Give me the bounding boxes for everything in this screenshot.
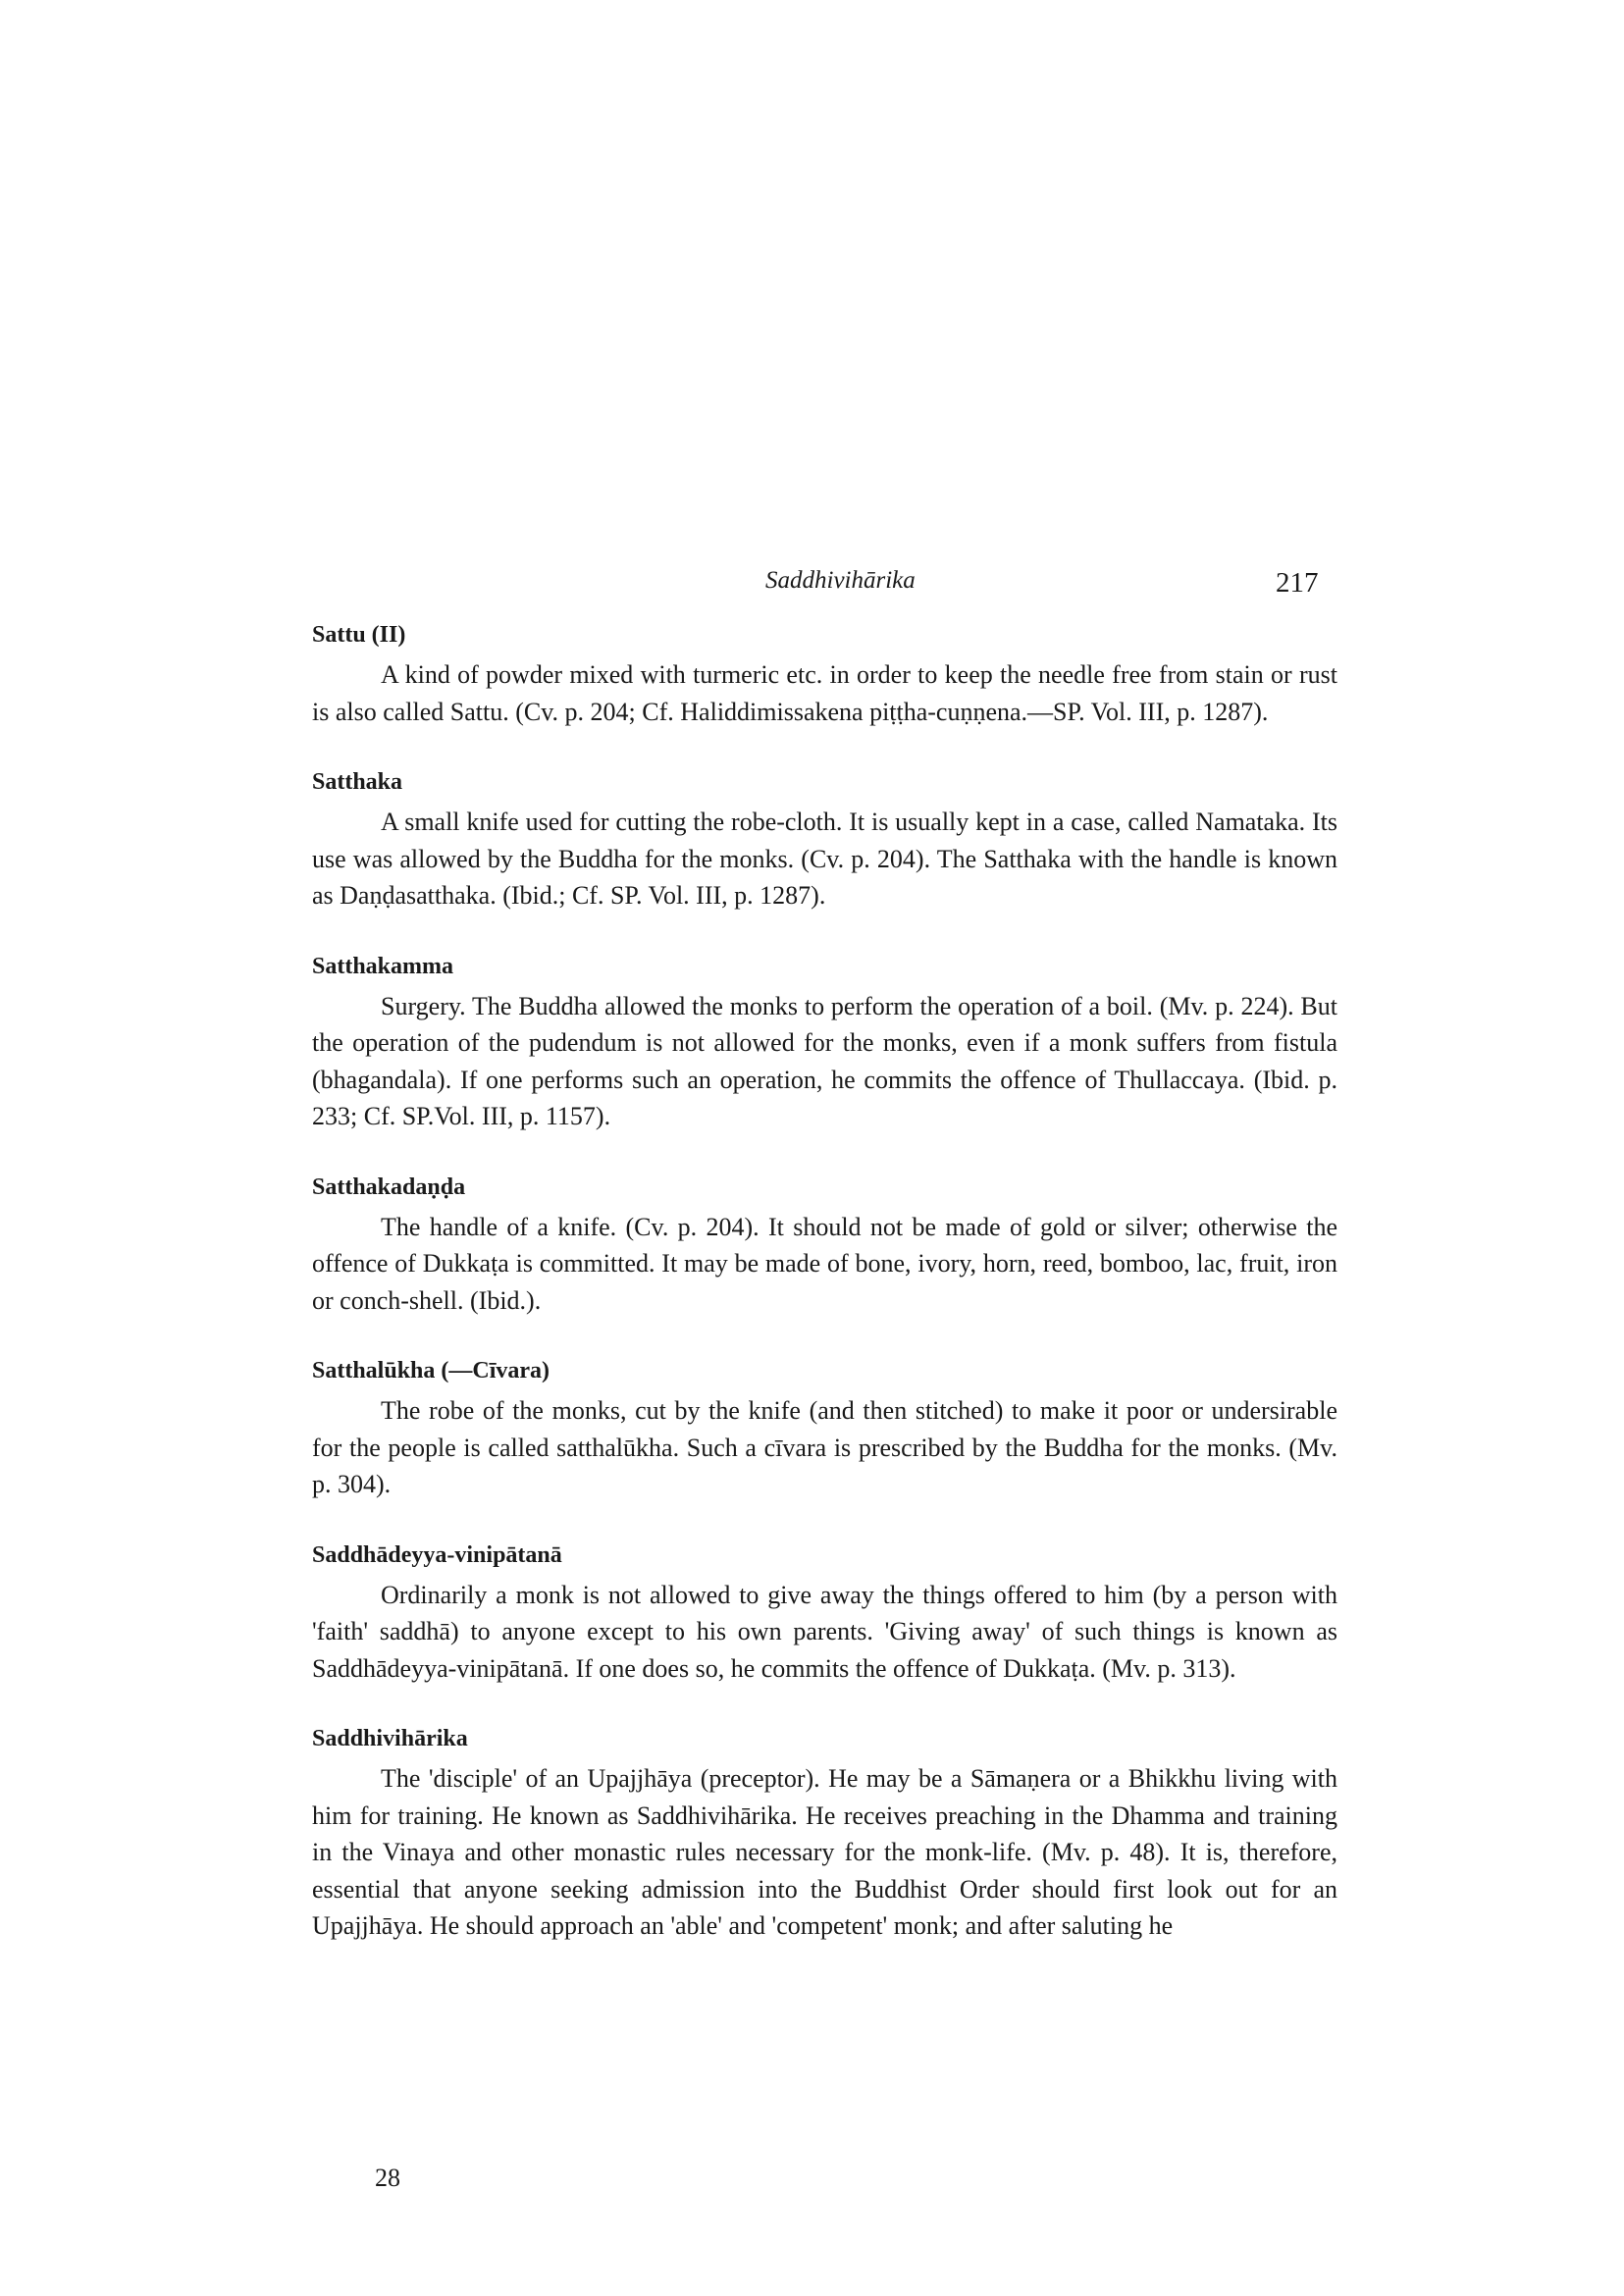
entry-title: Satthalūkha (—Cīvara) — [312, 1358, 550, 1383]
entry-satthakadanda — [312, 1171, 1337, 1320]
entry-satthakamma — [312, 950, 1337, 1135]
entry-title: Satthakamma — [312, 953, 454, 979]
entry-text: A small knife used for cutting the robe-cloth. It is usually kept in a case, called Namataka. Its use was allowed by the Buddha for the monks. (Cv. p. 204). The Satthaka with the handle is known as Daṇḍasatthaka. (Ibid.; Cf. SP. Vol. III, p. 1287). — [312, 808, 1337, 910]
entry-title: Saddhivihārika — [312, 1726, 468, 1751]
page-number: 217 — [1276, 567, 1319, 599]
entry-text: Surgery. The Buddha allowed the monks to perform the operation of a boil. (Mv. p. 224). But the operation of the pudendum is not allowed for the monks, even if a monk suffers from fistula (bhagandala). If one performs such an operation, he commits the offence of Thullaccaya. (Ibid. p. 233; Cf. SP.Vol. III, p. 1157). — [312, 991, 1337, 1130]
entries-list — [312, 618, 1337, 1980]
entry-satthalukha — [312, 1354, 1337, 1503]
page-header — [0, 567, 1624, 606]
entry-text: The handle of a knife. (Cv. p. 204). It should not be made of gold or silver; otherwise the offence of Dukkaṭa is committed. It may be made of bone, ivory, horn, reed, bomboo, lac, fruit, iron or conch-shell. (Ibid.). — [312, 1212, 1337, 1315]
entry-text: Ordinarily a monk is not allowed to give away the things offered to him (by a person with 'faith' saddhā) to anyone except to his own parents. 'Giving away' of such things is known as Saddhādeyya-vinipātanā. If one does so, he commits the offence of Dukkaṭa. (Mv. p. 313). — [312, 1580, 1337, 1683]
entry-text: A kind of powder mixed with turmeric etc. in order to keep the needle free from stain or rust is also called Sattu. (Cv. p. 204; Cf. Haliddimissakena piṭṭha-cuṇṇena.—SP. Vol. III, p. 1287). — [312, 660, 1337, 726]
entry-text: The 'disciple' of an Upajjhāya (preceptor). He may be a Sāmaṇera or a Bhikkhu living with him for training. He known as Saddhivihārika. He receives preaching in the Dhamma and training in the Vinaya and other monastic rules necessary for the monk-life. (Mv. p. 48). It is, therefore, essential that anyone seeking admission into the Buddhist Order should first look out for an Upajjhāya. He should approach an 'able' and 'competent' monk; and after saluting he — [312, 1764, 1337, 1940]
entry-saddhiviharika — [312, 1722, 1337, 1945]
entry-saddhadeyya-vinipatana — [312, 1539, 1337, 1688]
running-head: Saddhivihārika — [765, 567, 916, 594]
entry-title: Sattu (II) — [312, 622, 406, 648]
entry-title: Saddhādeyya-vinipātanā — [312, 1541, 562, 1568]
entry-title: Satthaka — [312, 769, 403, 795]
signature-mark: 28 — [375, 2164, 400, 2192]
entry-satthaka — [312, 765, 1337, 914]
entry-text: The robe of the monks, cut by the knife (and then stitched) to make it poor or undersirable for the people is called satthalūkha. Such a cīvara is prescribed by the Buddha for the monks. (Mv. p. 304). — [312, 1396, 1337, 1498]
entry-title: Satthakadaṇḍa — [312, 1174, 466, 1200]
entry-sattu — [312, 618, 1337, 730]
